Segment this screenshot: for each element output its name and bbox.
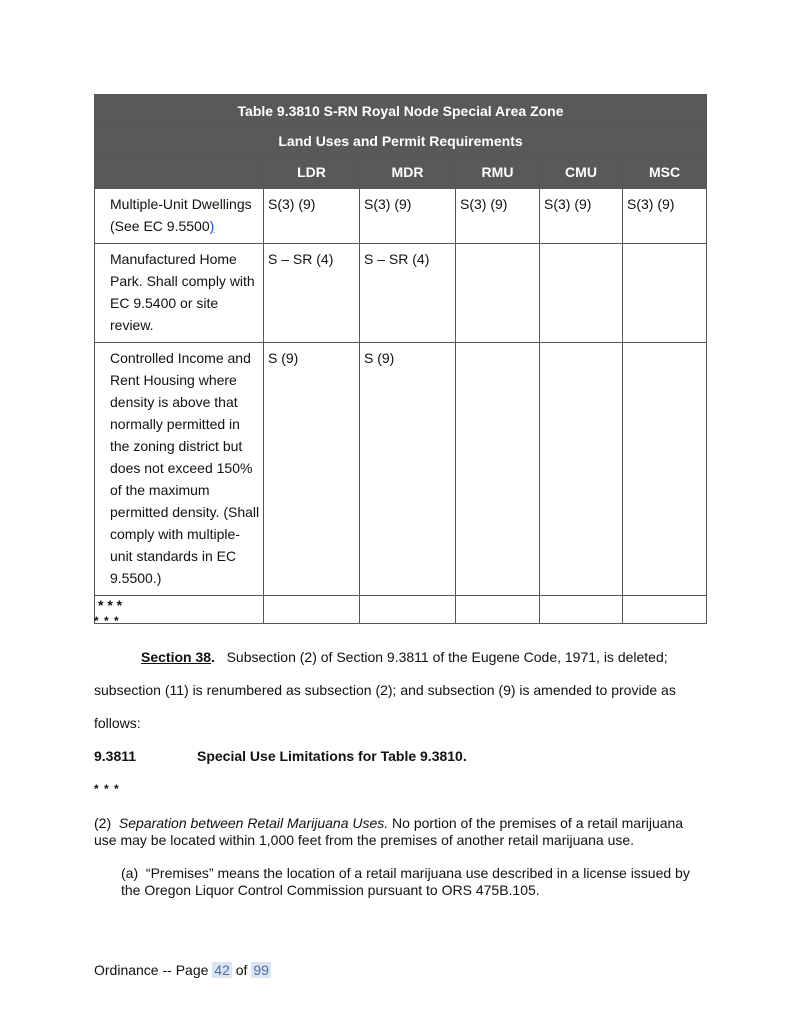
section-title: Special Use Limitations for Table 9.3810. bbox=[197, 748, 467, 764]
permit-cell bbox=[540, 244, 623, 343]
omission-marker: * * * bbox=[94, 782, 120, 796]
table-row-ellipsis bbox=[95, 596, 707, 624]
permit-cell: S (9) bbox=[264, 343, 360, 596]
permit-cell: S(3) (9) bbox=[456, 189, 540, 244]
table-title: Table 9.3810 S-RN Royal Node Special Area Zone bbox=[95, 95, 707, 126]
permit-cell: S (9) bbox=[360, 343, 456, 596]
land-use-text: Multiple-Unit Dwellings (See EC 9.5500 bbox=[110, 196, 252, 234]
empty-cell bbox=[540, 596, 623, 624]
permit-cell: S(3) (9) bbox=[360, 189, 456, 244]
empty-cell bbox=[623, 596, 707, 624]
permit-cell bbox=[623, 244, 707, 343]
land-use-table bbox=[94, 94, 707, 624]
paragraph-label: (2) bbox=[94, 815, 112, 831]
table-subtitle-row bbox=[95, 126, 707, 156]
permit-cell: S – SR (4) bbox=[264, 244, 360, 343]
permit-cell: S – SR (4) bbox=[360, 244, 456, 343]
section-heading bbox=[94, 748, 467, 764]
empty-cell bbox=[264, 596, 360, 624]
paragraph-text: No portion of the premises of a retail marijuana use may be located within 1,000 feet from the premises of another retail marijuana use. bbox=[94, 815, 684, 848]
section-label: Section 38 bbox=[141, 649, 212, 665]
permit-cell bbox=[456, 244, 540, 343]
land-use-cell bbox=[95, 189, 264, 244]
table-row bbox=[95, 244, 707, 343]
reference-link[interactable]: ) bbox=[209, 218, 215, 234]
land-use-cell: Manufactured Home Park. Shall comply with EC 9.5400 or site review. bbox=[95, 244, 264, 343]
section-number: 9.3811 bbox=[94, 748, 137, 764]
section-38-line1: Section 38. Subsection (2) of Section 9.3811 of the Eugene Code, 1971, is deleted; bbox=[141, 649, 668, 665]
column-header bbox=[95, 156, 264, 189]
paragraph-2 bbox=[94, 815, 706, 849]
page-footer bbox=[94, 962, 271, 978]
omission-marker: * * * bbox=[94, 614, 120, 628]
permit-cell: S(3) (9) bbox=[540, 189, 623, 244]
land-use-cell: Controlled Income and Rent Housing where density is above that normally permitted in the zoning district but does not exceed 150% of the maximum permitted density. (Shall comply with multiple-unit standards in EC 9.5500.) bbox=[95, 343, 264, 596]
permit-cell bbox=[456, 343, 540, 596]
section-38-line2: subsection (11) is renumbered as subsection (2); and subsection (9) is amended to provide as bbox=[94, 682, 676, 698]
footer-prefix: Ordinance -- Page bbox=[94, 962, 209, 978]
footer-of: of bbox=[235, 962, 248, 978]
column-header: RMU bbox=[456, 156, 540, 189]
paragraph-a bbox=[121, 865, 706, 899]
table-subtitle: Land Uses and Permit Requirements bbox=[95, 126, 707, 156]
table-row bbox=[95, 189, 707, 244]
page-number: 42 bbox=[214, 962, 230, 978]
permit-cell: S(3) (9) bbox=[264, 189, 360, 244]
section-38-line3: follows: bbox=[94, 715, 141, 731]
page-total: 99 bbox=[253, 962, 269, 978]
paragraph-label: (a) bbox=[121, 865, 139, 881]
section-text: Subsection (2) of Section 9.3811 of the Eugene Code, 1971, is deleted; bbox=[226, 649, 668, 665]
paragraph-heading: Separation between Retail Marijuana Uses. bbox=[118, 815, 389, 831]
table-row bbox=[95, 343, 707, 596]
column-header: MSC bbox=[623, 156, 707, 189]
table-title-row bbox=[95, 95, 707, 126]
column-header: MDR bbox=[360, 156, 456, 189]
empty-cell bbox=[360, 596, 456, 624]
column-header: CMU bbox=[540, 156, 623, 189]
paragraph-text: “Premises” means the location of a retail marijuana use described in a license issued by the Oregon Liquor Control Commission pursuant to ORS 475B.105. bbox=[121, 865, 690, 898]
table-column-header-row bbox=[95, 156, 707, 189]
permit-cell bbox=[540, 343, 623, 596]
empty-cell bbox=[456, 596, 540, 624]
permit-cell: S(3) (9) bbox=[623, 189, 707, 244]
column-header: LDR bbox=[264, 156, 360, 189]
permit-cell bbox=[623, 343, 707, 596]
ellipsis-cell: * * * bbox=[95, 596, 264, 624]
